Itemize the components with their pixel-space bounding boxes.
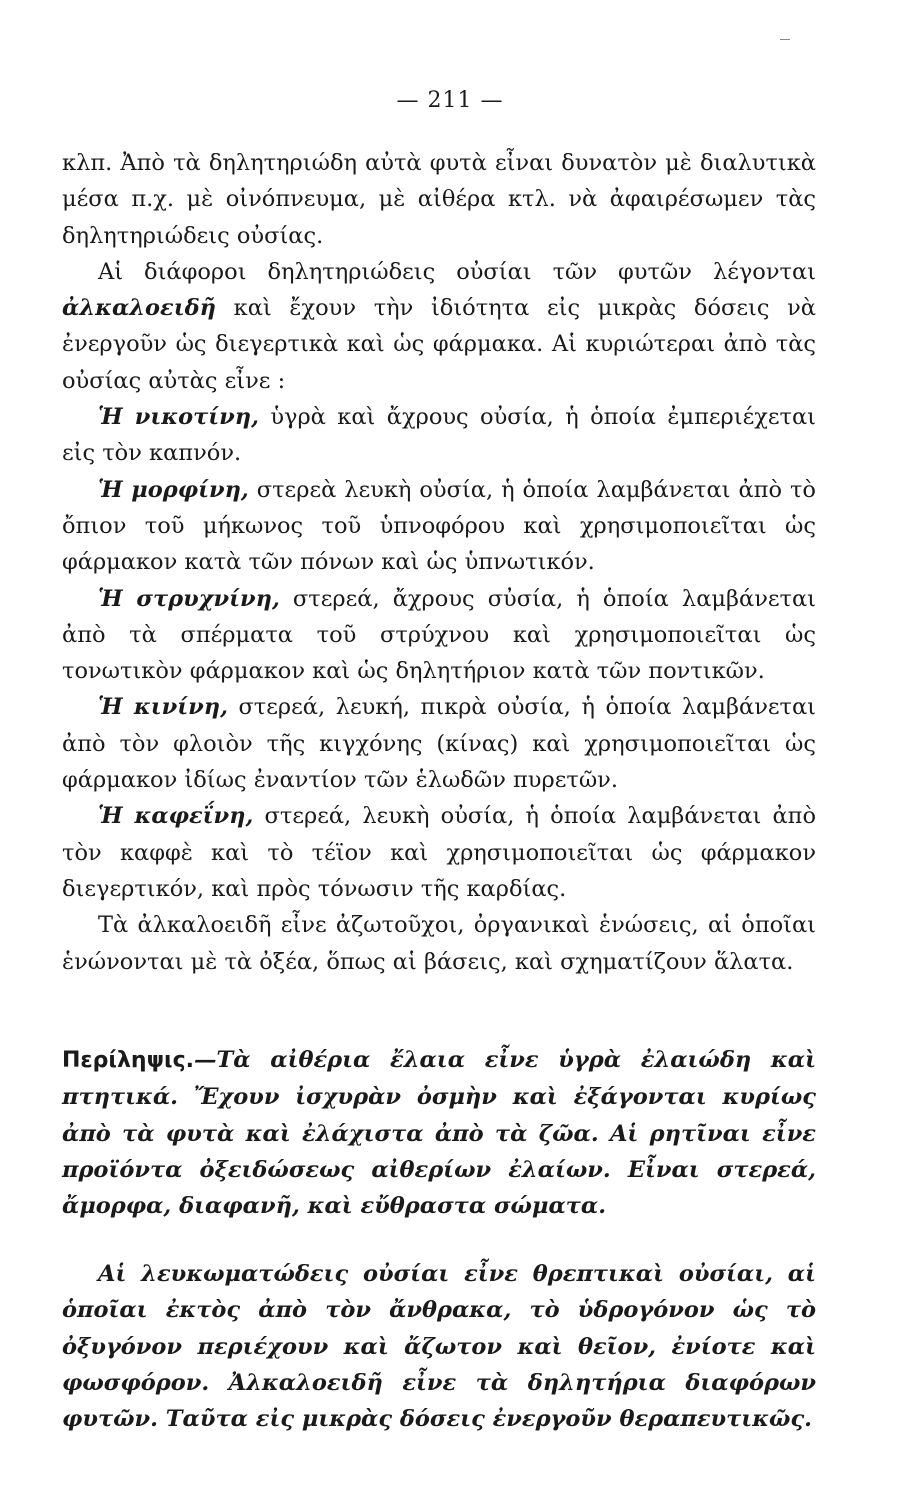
summary-heading: Περίληψις. — [62, 1048, 194, 1073]
caffeine-description: στερεά, λευκὴ οὐσία, ἡ ὁποία λαμβάνεται ἀπὸ τὸν καφφὲ καὶ τὸ τέϊον καὶ χρησιμοποιεῖται ὡς φάρμακον διεγερτικόν, καὶ πρὸς τόνωσιν τῆς καρδίας. — [62, 803, 816, 902]
summary-text: —Τὰ αἰθέρια ἔλαια εἶνε ὑγρὰ ἐλαιώδη καὶ πτητικά. Ἔχουν ἰσχυρὰν ὀσμὴν καὶ ἐξάγονται κυρίως ἀπὸ τὰ φυτὰ καὶ ἐλάχιστα ἀπὸ τὰ ζῶα. Αἱ ρητῖναι εἶνε προϊόντα ὀξειδώσεως αἰθερίων ἐλαίων. Εἶναι στερεά, ἄμορφα, διαφανῆ, καὶ εὔθραστα σώματα. — [62, 1047, 816, 1220]
scan-mark — [780, 39, 790, 40]
term-quinine: Ἡ κινίνη, — [98, 694, 228, 721]
paragraph-alkaloids-start: Αἱ διάφοροι δηλητηριώδεις οὐσίαι τῶν φυτῶν λέγονται — [98, 258, 816, 285]
paragraph-alkaloids — [62, 254, 816, 399]
term-alkaloids: ἀλκαλοειδῆ — [62, 295, 216, 322]
paragraph-morphine — [62, 472, 816, 581]
quinine-description: στερεά, λευκή, πικρὰ οὐσία, ἡ ὁποία λαμβάνεται ἀπὸ τὸν φλοιὸν τῆς κιγχόνης (κίνας) καὶ χρησιμοποιεῖται ὡς φάρμακον ἰδίως ἐναντίον τῶν ἑλωδῶν πυρετῶν. — [62, 694, 816, 794]
summary-paragraph-2: Αἱ λευκωματώδεις οὐσίαι εἶνε θρεπτικαὶ οὐσίαι, αἱ ὁποῖαι ἐκτὸς ἀπὸ τὸν ἄνθρακα, τὸ ὑδρογόνον ὡς τὸ ὀξυγόνον περιέχουν καὶ ἄζωτον καὶ θεῖον, ἐνίοτε καὶ φωσφόρον. Ἀλκαλοειδῆ εἶνε τὰ δηλητήρια διαφόρων φυτῶν. Ταῦτα εἰς μικρὰς δόσεις ἐνεργοῦν θεραπευτικῶς. — [62, 1261, 816, 1433]
summary-section-2 — [62, 1256, 816, 1437]
term-morphine: Ἡ μορφίνη, — [98, 476, 249, 503]
paragraph-quinine — [62, 689, 816, 798]
paragraph-caffeine — [62, 798, 816, 907]
nicotine-description: ὑγρὰ καὶ ἄχρους οὐσία, ἡ ὁποία ἐμπεριέχεται εἰς τὸν καπνόν. — [62, 404, 816, 467]
summary-paragraph — [62, 1042, 816, 1224]
page-number: — 211 — — [396, 88, 504, 113]
term-nicotine: Ἡ νικοτίνη, — [98, 404, 259, 431]
term-strychnine: Ἡ στρυχνίνη, — [98, 585, 280, 612]
main-text — [62, 145, 816, 980]
paragraph-nicotine — [62, 399, 816, 472]
morphine-description: στερεὰ λευκὴ οὐσία, ἡ ὁποία λαμβάνεται ἀπὸ τὸ ὄπιον τοῦ μήκωνος τοῦ ὑπνοφόρου καὶ χρησιμοποιεῖται ὡς φάρμακον κατὰ τῶν πόνων καὶ ὡς ὑπνωτικόν. — [62, 476, 816, 576]
strychnine-description: στερεά, ἄχρους σὐσία, ἡ ὁποία λαμβάνεται ἀπὸ τὰ σπέρματα τοῦ στρύχνου καὶ χρησιμοποιεῖται ὡς τονωτικὸν φάρμακον καὶ ὡς δηλητήριον κατὰ τῶν ποντικῶν. — [62, 585, 817, 685]
paragraph-alkaloids-chemistry: Τὰ ἀλκαλοειδῆ εἶνε ἀζωτοῦχοι, ὀργανικαὶ ἑνώσεις, αἱ ὁποῖαι ἑνώνονται μὲ τὰ ὀξέα, ὅπως αἱ βάσεις, καὶ σχηματίζουν ἅλατα. — [62, 912, 816, 975]
paragraph-intro: κλπ. Ἀπὸ τὰ δηλητηριώδη αὐτὰ φυτὰ εἶναι δυνατὸν μὲ διαλυτικὰ μέσα π.χ. μὲ οἰνόπνευμα, μὲ αἰθέρα κτλ. νὰ ἀφαιρέσωμεν τὰς δηλητηριώδεις οὐσίας. — [62, 150, 816, 249]
paragraph-strychnine — [62, 581, 816, 690]
term-caffeine: Ἡ καφεΐνη, — [98, 803, 254, 830]
summary-section — [62, 1042, 816, 1224]
paragraph-alkaloids-rest: καὶ ἔχουν τὴν ἰδιότητα εἰς μικρὰς δόσεις νὰ ἐνεργοῦν ὡς διεγερτικὰ καὶ ὡς φάρμακα. Αἱ κυριώτεραι ἀπὸ τὰς οὐσίας αὐτὰς εἶνε : — [62, 295, 817, 394]
